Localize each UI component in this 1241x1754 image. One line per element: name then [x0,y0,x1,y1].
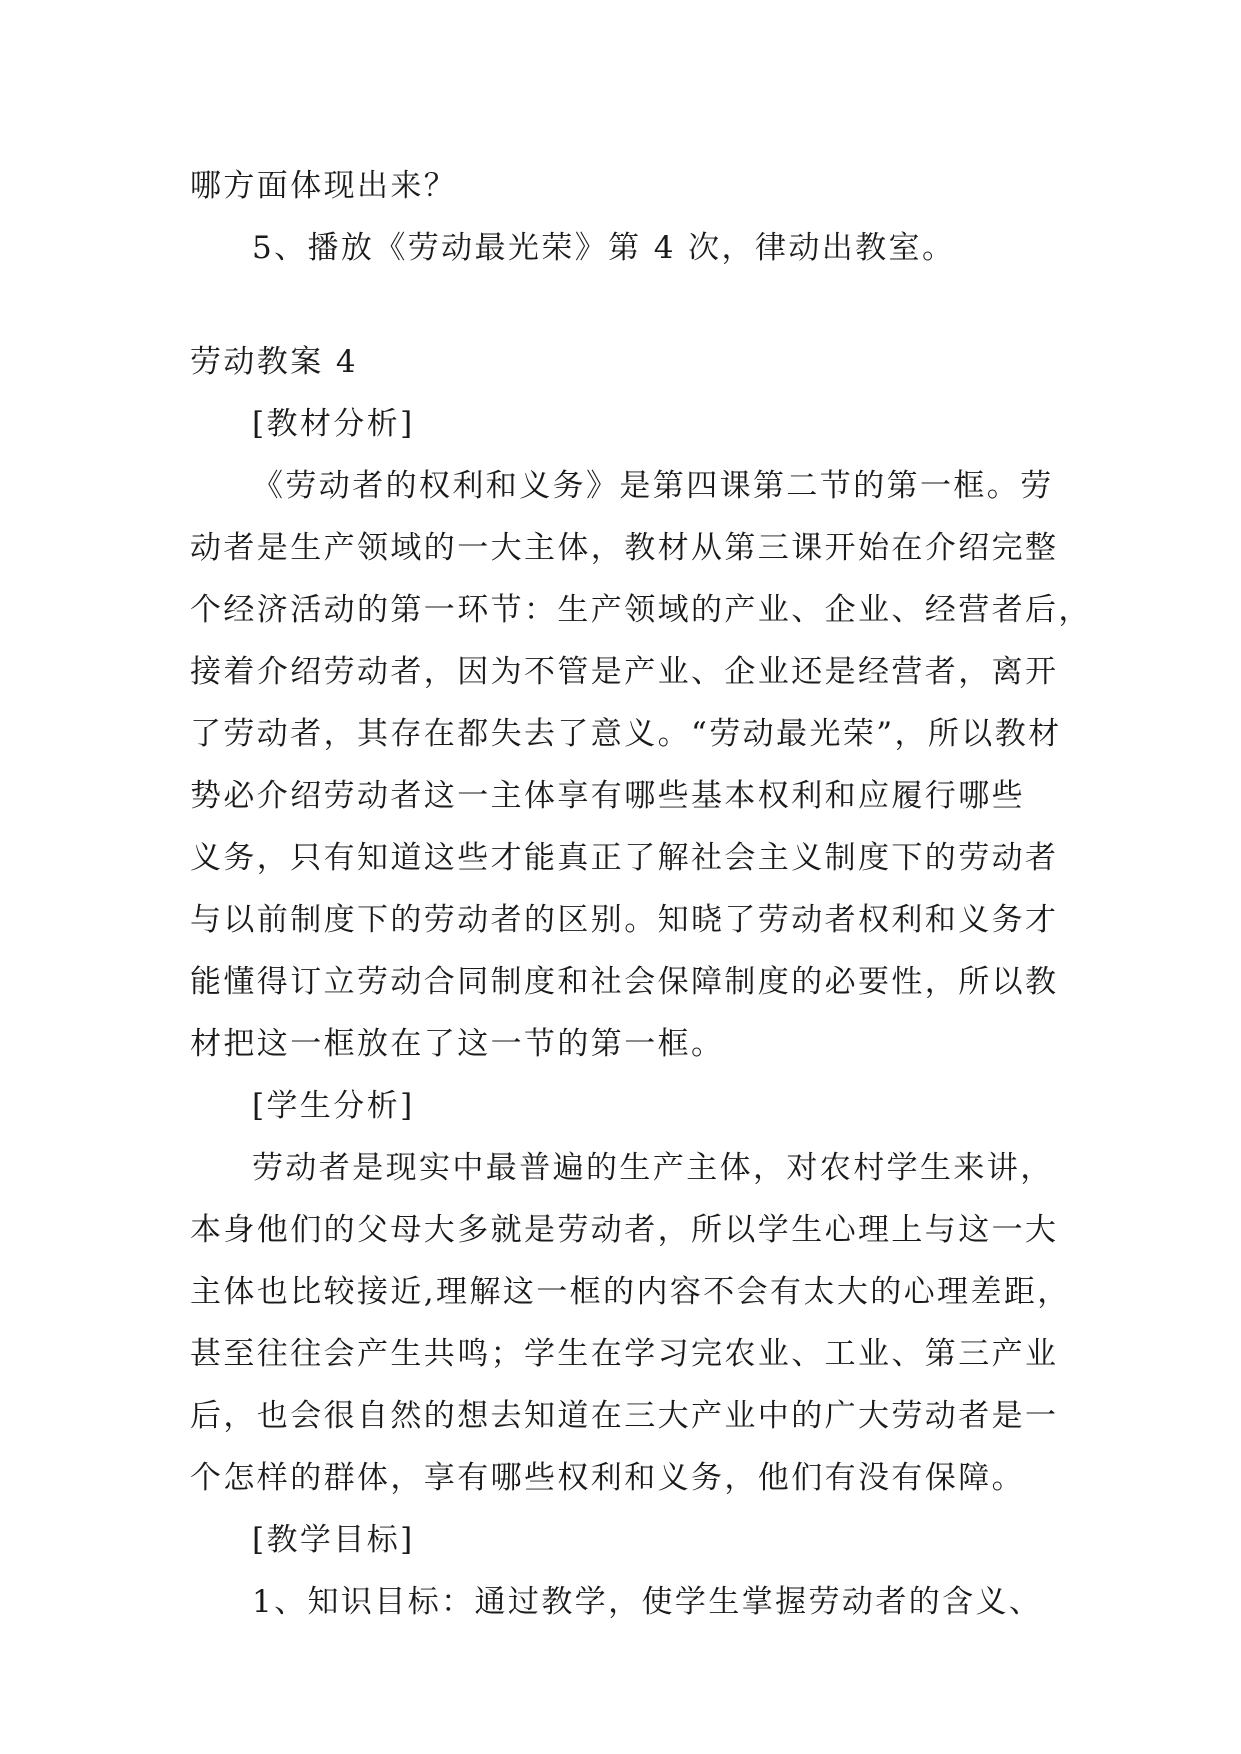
text-line: 哪方面体现出来？ [190,168,458,204]
paragraph-line: 个经济活动的第一环节：生产领域的产业、企业、经营者后， [190,592,1092,628]
paragraph-line: 材把这一框放在了这一节的第一框。 [190,1026,725,1062]
paragraph-line: 1、知识目标：通过教学，使学生掌握劳动者的含义、 [252,1584,1043,1620]
paragraph-line: 能懂得订立劳动合同制度和社会保障制度的必要性，所以教 [190,964,1059,1000]
paragraph-line: 势必介绍劳动者这一主体享有哪些基本权利和应履行哪些 [190,778,1025,814]
paragraph-line: 与以前制度下的劳动者的区别。知晓了劳动者权利和义务才 [190,902,1059,938]
section-heading: [教学目标] [252,1522,415,1558]
paragraph-line: 甚至往往会产生共鸣；学生在学习完农业、工业、第三产业 [190,1336,1059,1372]
paragraph-line: 劳动者是现实中最普遍的生产主体，对农村学生来讲， [252,1150,1054,1186]
paragraph-line: 《劳动者的权利和义务》是第四课第二节的第一框。劳 [252,468,1054,504]
paragraph-line: 主体也比较接近,理解这一框的内容不会有太大的心理差距， [190,1274,1071,1310]
section-title: 劳动教案 4 [190,344,358,380]
paragraph-line: 本身他们的父母大多就是劳动者，所以学生心理上与这一大 [190,1212,1059,1248]
paragraph-line: 后，也会很自然的想去知道在三大产业中的广大劳动者是一 [190,1398,1059,1434]
paragraph-line: 了劳动者，其存在都失去了意义。“劳动最光荣”，所以教材 [190,716,1062,752]
text-line: 5、播放《劳动最光荣》第 4 次，律动出教室。 [252,230,956,266]
paragraph-line: 动者是生产领域的一大主体，教材从第三课开始在介绍完整 [190,530,1059,566]
paragraph-line: 接着介绍劳动者，因为不管是产业、企业还是经营者，离开 [190,654,1059,690]
paragraph-line: 个怎样的群体，享有哪些权利和义务，他们有没有保障。 [190,1460,1025,1496]
section-heading: [学生分析] [252,1088,415,1124]
section-heading: [教材分析] [252,406,415,442]
paragraph-line: 义务，只有知道这些才能真正了解社会主义制度下的劳动者 [190,840,1059,876]
